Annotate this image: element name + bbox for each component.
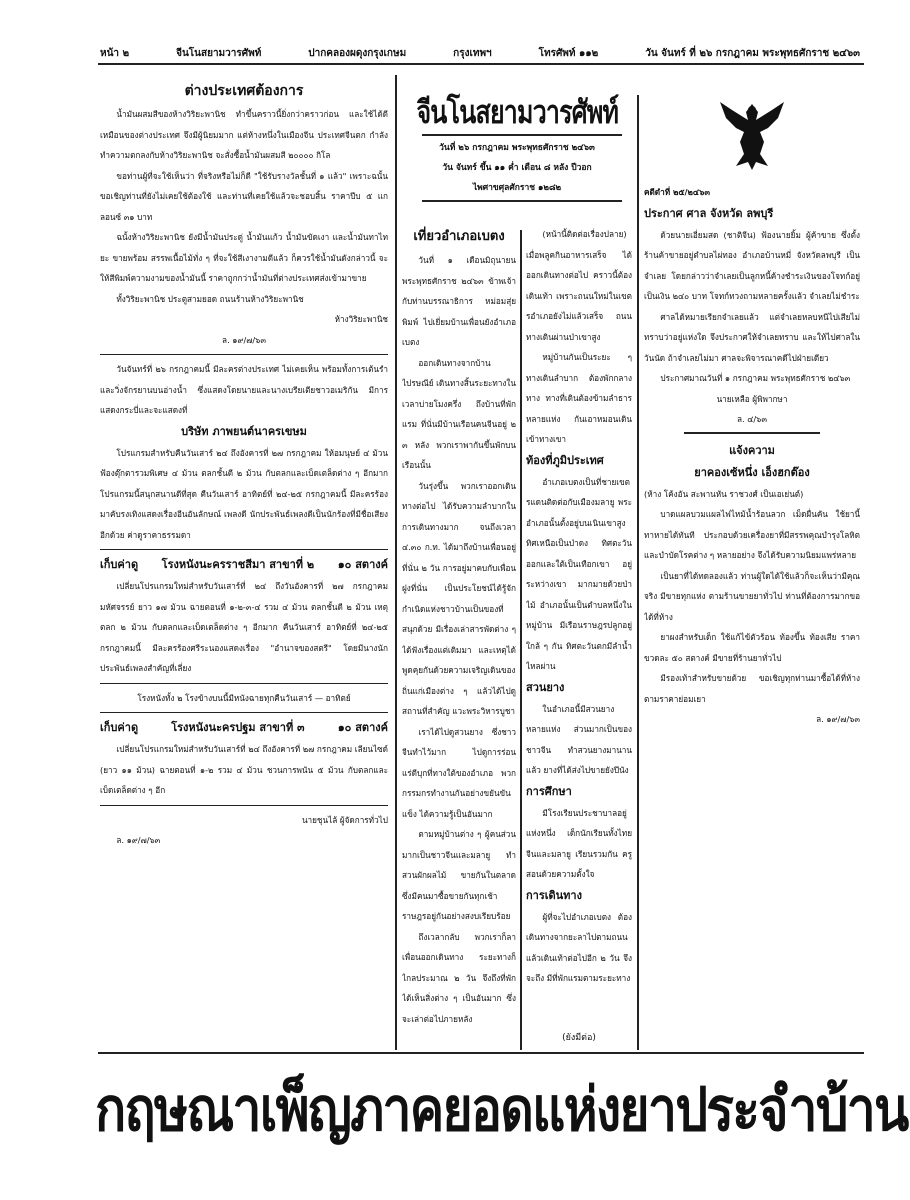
signature: ห้างวิริยะพานิช bbox=[334, 314, 388, 324]
price-label: เก็บค่าดู bbox=[100, 558, 139, 571]
paragraph: มีรองเท้าสำหรับขายด้วย ขอเชิญทุกท่านมาซื้อได้ที่ห้างตามราคาย่อมเยา bbox=[644, 673, 860, 704]
divider bbox=[684, 432, 820, 434]
subheading: สวนยาง bbox=[526, 680, 565, 694]
paragraph: ขอท่านผู้ที่จะใช้เห็นว่า ที่จริงหรือไม่ก็ดี "ใช้รับรางวัลชั้นที่ ๑ แล้ว" เพราะฉนั้นขอเชิญท่านที่ยังไม่เคยใช้ต้องใช้ และท่านที่เคยใช้แล้วจะชอบสิ้น ราคาปีบ ๕ แกลอนซ์ ๓๑ บาท bbox=[100, 170, 388, 222]
masthead-title: จีนโนสยามวารศัพท์ bbox=[416, 93, 618, 131]
movie-note: โรงหนังทั้ง ๒ โรงข้างบนนี้มีหนังฉายทุกคืนวันเสาร์ — อาทิตย์ bbox=[137, 692, 351, 703]
subheading: ท้องที่ภูมิประเทศ bbox=[526, 453, 604, 467]
footer-rule bbox=[98, 1052, 864, 1054]
continued-note: (ยังมีต่อ) bbox=[526, 1030, 632, 1046]
date-note: ล. ๔/๖๓ bbox=[737, 414, 767, 424]
article-title: เที่ยวอำเภอเบตง bbox=[413, 229, 505, 244]
header-date: วัน จันทร์ ที่ ๒๖ กรกฎาคม พระพุทธศักราช ๒๔๖๓ bbox=[645, 47, 860, 59]
movie-heading bbox=[100, 717, 388, 739]
price-label: เก็บค่าดู bbox=[100, 721, 139, 734]
middle-column-2 bbox=[526, 224, 632, 1024]
date-note: ล. ๑๙/๗/๖๓ bbox=[816, 714, 860, 724]
movie-price: ๑๐ สตางค์ bbox=[337, 558, 388, 571]
paragraph: วันที่ ๑ เดือนมิถุนายน พระพุทธศักราช ๒๔๖๓ ข้าพเจ้ากับท่านบรรณาธิการ หม่อมสุ่ยพิมพ์ ไปเยี่ยมบ้านเพื่อนยังอำเภอเบตง bbox=[402, 255, 516, 347]
ad-heading: แจ้งความ bbox=[729, 443, 775, 457]
column-divider bbox=[395, 75, 397, 1050]
paragraph: ถึงเวลากลับ พวกเราก็ลาเพื่อนออกเดินทาง ระยะทางก็ไกลประมาณ ๒ วัน จึงถึงที่พัก ได้เห็นสิ่งต่าง ๆ เป็นอันมาก ซึ่งจะเล่าต่อไปภายหลัง bbox=[402, 931, 516, 1024]
signature: นายชุนไล้ ผู้จัดการทั่วไป bbox=[301, 814, 388, 825]
movie-heading bbox=[100, 554, 388, 576]
subheading: การศึกษา bbox=[526, 784, 572, 798]
paragraph: อำเภอเบตงเป็นที่ชายเขตรแดนติดต่อกับเมืองมลายู พระอำเภอนั้นตั้งอยู่บนเนินเขาสูง ทิศเหนือเป็นป่าดง ทิศตะวันออกและใต้เป็นเทือกเขา อยู่ระหว่างเขา มากมายด้วยป่าไม้ อำเภอนั้นเป็นตำบลหนึ่งในหมู่บ้าน มีเรือนราษฎรปลูกอยู่ใกล้ ๆ กัน ทิศตะวันตกมีลำน้ำไหลผ่าน bbox=[526, 476, 632, 671]
column-divider bbox=[520, 230, 522, 1050]
column-divider bbox=[637, 95, 639, 1050]
paragraph: ด้วยนายเอี่ยมสด (ชาติจีน) ฟ้องนายยิ้ม ผู้ค้าขาย ซึ่งตั้งร้านค้าขายอยู่ตำบลไผ่ทอง อำเภอบ้านหมี่ จังหวัดลพบุรี เป็นจำเลย โดยกล่าวว่าจำเลยเป็นลูกหนี้ค้างชำระเงินของโจทก์อยู่ เป็นเงิน ๒๔๐ บาท โจทก์ทวงถามหลายครั้งแล้ว จำเลยไม่ชำระ bbox=[644, 229, 860, 301]
middle-column-1 bbox=[402, 224, 516, 1048]
movie-venue: บริษัท ภาพยนต์นาครเขษม bbox=[181, 424, 307, 438]
right-column bbox=[644, 182, 860, 1048]
masthead-lunar-date: วัน จันทร์ ขึ้น ๑๑ ค่ำ เดือน ๘ หลัง ปีวอก bbox=[442, 163, 592, 173]
header-city: กรุงเทพฯ bbox=[453, 47, 492, 59]
page-header bbox=[100, 44, 860, 62]
divider bbox=[100, 354, 388, 355]
header-rule bbox=[98, 63, 864, 65]
notice-title: ประกาศ ศาล จังหวัด ลพบุรี bbox=[644, 206, 774, 220]
movie-price: ๑๐ สตางค์ bbox=[337, 721, 388, 734]
judge-signature: นายเหลือ ผู้พิพากษา bbox=[716, 393, 788, 404]
movie-title: โรงหนังนะครราชสีมา สาขาที่ ๒ bbox=[161, 558, 315, 571]
masthead-era: ไพศาขศุลศักราช ๑๒๘๒ bbox=[472, 183, 562, 193]
paragraph: ทั้งวิริยะพานิช ประตูสามยอด ถนนร้านห้างวิริยะพานิช bbox=[116, 293, 304, 304]
paragraph: (หน้านี้ติดต่อเรื่องปลาย) เมื่อพลูคกินอาหารเสร็จ ได้ออกเดินทางต่อไป คราวนี้ต้องเดินเท้า เพราะถนนใหม่ในเขตรอำเภอยังไม่แล้วเสร็จ ถนนทางเดินผ่านป่าเขาสูง bbox=[526, 229, 632, 342]
movie-program: โปรแกรมสำหรับคืนวันเสาร์ ๒๔ ถึงอังคารที่ ๒๗ กรกฎาคม ให้อมนุษย์ ๔ ม้วน ฟ้องตุ๊กตารวมพิเศษ ๔ ม้วน ตลกชั้นดี ๒ ม้วน กับตลกและเบ็ดเตล็ดต่าง ๆ อีกมาก โปรแกรมนี้สนุกสนานดีที่สุด คืนวันเสาร์ อาทิตย์ที่ ๒๔-๒๕ กรกฎาคมนี้ มีละครร้องมาคับรงเทิงแสดงเรื่องอีนอันลักษณ์ เพลงดี นักประพันธ์เพลงดีเป็นนักร้องที่มีชื่อเสียงอีกด้วย ค่าดูราคาธรรมดา bbox=[100, 447, 388, 540]
paragraph: มีโรงเรียนประชาบาลอยู่แห่งหนึ่ง เด็กนักเรียนทั้งไทยจีนและมลายู เรียนรวมกัน ครูสอนด้วยความตั้งใจ bbox=[526, 807, 632, 879]
paragraph: ในอำเภอนี้มีสวนยางหลายแห่ง ส่วนมากเป็นของชาวจีน ทำสวนยางมานานแล้ว ยางที่ได้ส่งไปขายยังปีนัง bbox=[526, 703, 632, 775]
paragraph: ผู้ที่จะไปอำเภอเบตง ต้องเดินทางจากยะลาไปตามถนน แล้วเดินเท้าต่อไปอีก ๒ วัน จึงจะถึง มีที่พักแรมตามระยะทาง bbox=[526, 911, 632, 983]
paragraph: ประกาศมาณวันที่ ๑ กรกฎาคม พระพุทธศักราช ๒๔๖๓ bbox=[660, 373, 851, 383]
paragraph: ศาลได้หมายเรียกจำเลยแล้ว แต่จำเลยหลบหนีไปเสียไม่ทราบว่าอยู่แห่งใด จึงประกาศให้จำเลยทราบ และให้ไปศาลในวันนัด ถ้าจำเลยไม่มา ศาลจะพิจารณาคดีไปฝ่ายเดียว bbox=[644, 311, 860, 363]
paragraph: ยาผงสำหรับเด็ก ใช้แก้ไข้ตัวร้อน ท้องขึ้น ท้องเสีย ราคาขวดละ ๕๐ สตางค์ มีขายที่ร้านยาทั่วไป bbox=[644, 632, 860, 663]
article-title: ต่างประเทศต้องการ bbox=[184, 83, 304, 99]
paragraph: เราได้ไปดูสวนยาง ซึ่งชาวจีนทำไว้มาก ไปดูการร่อนแร่ดีบุกที่ทางใต้ของอำเภอ พวกกรรมกรทำงานกันอย่างขยันขันแข็ง ได้ความรู้เป็นอันมาก bbox=[402, 726, 516, 819]
garuda-emblem-icon bbox=[712, 98, 792, 174]
ad-title: ยาคองเซ้หนึ่ง เอ็งฮกต๊อง bbox=[694, 465, 810, 479]
masthead bbox=[402, 92, 632, 218]
divider bbox=[100, 683, 388, 684]
paragraph: เป็นยาที่ได้ทดลองแล้ว ท่านผู้ใดได้ใช้แล้วก็จะเห็นว่ามีคุณจริง มีขายทุกแห่ง ตามร้านขายยาทั่วไป ท่านที่ต้องการมากขอได้ที่ห้าง bbox=[644, 570, 860, 622]
ad-subtitle: (ห้าง โค้งอัน สะพานหัน ราชวงศ์ เป็นเอเย่นต์) bbox=[644, 488, 804, 499]
paragraph: บาดแผลบวมแผลไฟไหม้น้ำร้อนลวก เม็ดผื่นคัน ใช้ยานี้ทาหายได้ทันที ประกอบด้วยเครื่องยาที่มีสรรพคุณบำรุงโลหิต และบำบัดโรคต่าง ๆ หลายอย่าง จึงได้รับความนิยมแพร่หลาย bbox=[644, 509, 860, 560]
header-address: ปากคลองผดุงกรุงเกษม bbox=[308, 47, 407, 59]
movie-text: เปลี่ยนโปรแกรมใหม่สำหรับวันเสาร์ที่ ๒๔ ถึงอังคารที่ ๒๗ กรกฎาคม เลียนไซด์ (ยาว ๑๑ ม้วน) ฉายตอนที่ ๑-๒ รวม ๔ ม้วน ชวนการพนัน ๕ ม้วน กับตลกและเบ็ดเตล็ดต่าง ๆ อีก bbox=[100, 744, 388, 795]
left-column bbox=[100, 78, 388, 1048]
header-paper-name: จีนโนสยามวารศัพท์ bbox=[176, 47, 262, 59]
paragraph: วันรุ่งขึ้น พวกเราออกเดินทางต่อไป ได้รับความลำบากในการเดินทางมาก จนถึงเวลา ๔.๓๐ ก.ท. ได้มาถึงบ้านเพื่อนอยู่ที่นั่น ๒ วัน การอยู่มาคบกับเพื่อนฝูงที่นั่น เป็นประโยชน์ได้รู้จักกำเนิดแห่งชาวบ้านเป็นของที่สนุกด้วย มีเรื่องเล่าสารพัดต่าง ๆ ได้ฟังเรื่องแต่เดิมมา และเหตุได้พูดคุยกันด้วยความเจริญเดินของถิ่นแก่เมืองต่าง ๆ แล้วได้ไปดูสถานที่สำคัญ แวะพระวิหารบูชา bbox=[402, 480, 516, 716]
divider bbox=[100, 805, 388, 806]
paragraph: น้ำมันผสมสีของห้างวิริยะพานิช ทำขึ้นคราวนี้ยิ่งกว่าคราวก่อน และใช้ได้ดีเหมือนของต่างประเทศ จึงมีผู้นิยมมาก แต่ห้างหนึ่งในเมืองจีน ประเทศจีนตก กำลังทำความตกลงกับห้างวิริยะพานิช จะสั่งซื้อน้ำมันผสมสี ๒๐๐๐๐ กิโล bbox=[100, 109, 388, 160]
subheading: การเดินทาง bbox=[526, 888, 582, 902]
movie-title: โรงหนังนะครปฐม สาขาที่ ๓ bbox=[171, 721, 305, 734]
movie-intro: วันจันทร์ที่ ๒๖ กรกฎาคมนี้ มีละครต่างประเทศ ไม่เคยเห็น พร้อมทั้งการเต้นรำและวิ่งจักรยานบนอ่างน้ำ ซึ่งแสดงโดยนายและนางเบรียเตียชาวอเมริกัน มีการแสดงกระบี่และจะแสดงที่ bbox=[100, 364, 388, 415]
divider bbox=[100, 712, 388, 713]
page-number: หน้า ๒ bbox=[100, 47, 130, 59]
masthead-date: วันที่ ๒๖ กรกฎาคม พระพุทธศักราช ๒๔๖๓ bbox=[439, 143, 595, 153]
case-number: คดีดำที่ ๒๕/๒๔๖๓ bbox=[644, 187, 710, 197]
paragraph: หมู่บ้านกันเป็นระยะ ๆ ทางเดินลำบาก ต้องพักกลางทาง ทางที่เดินต้องข้ามลำธารหลายแห่ง กันเอาหมอนเดินเข้าทางเขา bbox=[526, 352, 632, 444]
header-phone: โทรศัพท์ ๑๑๒ bbox=[538, 47, 599, 59]
date-note: ล. ๑๙/๗/๖๓ bbox=[222, 334, 266, 345]
paragraph: ออกเดินทางจากบ้านไปรษณีย์ เดินทางสิ้นระยะทางในเวลาบ่ายโมงครึ่ง ถึงบ้านที่พักแรม ที่นั่นมีบ้านเรือนคนจีนอยู่ ๒ ๓ หลัง พวกเราพากันขึ้นพักบนเรือนนั้น bbox=[402, 357, 516, 470]
paragraph: ฉนั้งห้างวิริยะพานิช ยังมีน้ำมันประดู่ น้ำมันแก้ว น้ำมันขัดเงา และน้ำมันทาไทยะ ขายพร้อม สรรพเนื้อไม้ทั่ง ๆ ที่จะใช้สีเงางามดีแล้ว ก็ควรใช้น้ำมันดังกล่าวนี้ จะให้สีพิมพ์ความงามของน้ำมันนี้ ราคาถูกกว่าน้ำมันที่ต่างประเทศส่งเข้ามาขาย bbox=[100, 232, 388, 283]
movie-text: เปลี่ยนโปรแกรมใหม่สำหรับวันเสาร์ที่ ๒๔ ถึงวันอังคารที่ ๒๗ กรกฎาคม มหัศจรรย์ ยาว ๑๗ ม้วน ฉายตอนที่ ๑-๒-๓-๔ รวม ๔ ม้วน ตลกชั้นดี ๒ ม้วน เหตุตลก ๒ ม้วน กับตลกและเบ็ดเตล็ดต่าง ๆ อีกมาก คืนวันเสาร์ อาทิตย์ที่ ๒๔-๒๕ กรกฎาคมนี้ มีละครร้องศรีระนองแสดงเรื่อง "อำนาจของสตรี" โดยมีนางนักประพันธ์เพลงสำคัญที่เลี่ยง bbox=[100, 581, 388, 673]
footer-advertisement: กฤษณาเพ็ญภาคยอดแห่งยาประจำบ้าน bbox=[95, 1075, 908, 1145]
paragraph: ตามหมู่บ้านต่าง ๆ ผู้คนส่วนมากเป็นชาวจีนและมลายู ทำสวนผักผลไม้ ขายกันในตลาด ซึ่งมีคนมาซื้อขายกันทุกเช้า ราษฎรอยู่กันอย่างสงบเรียบร้อย bbox=[402, 829, 516, 921]
date-note: ล. ๑๙/๗/๖๓ bbox=[116, 835, 161, 845]
divider bbox=[100, 549, 388, 550]
